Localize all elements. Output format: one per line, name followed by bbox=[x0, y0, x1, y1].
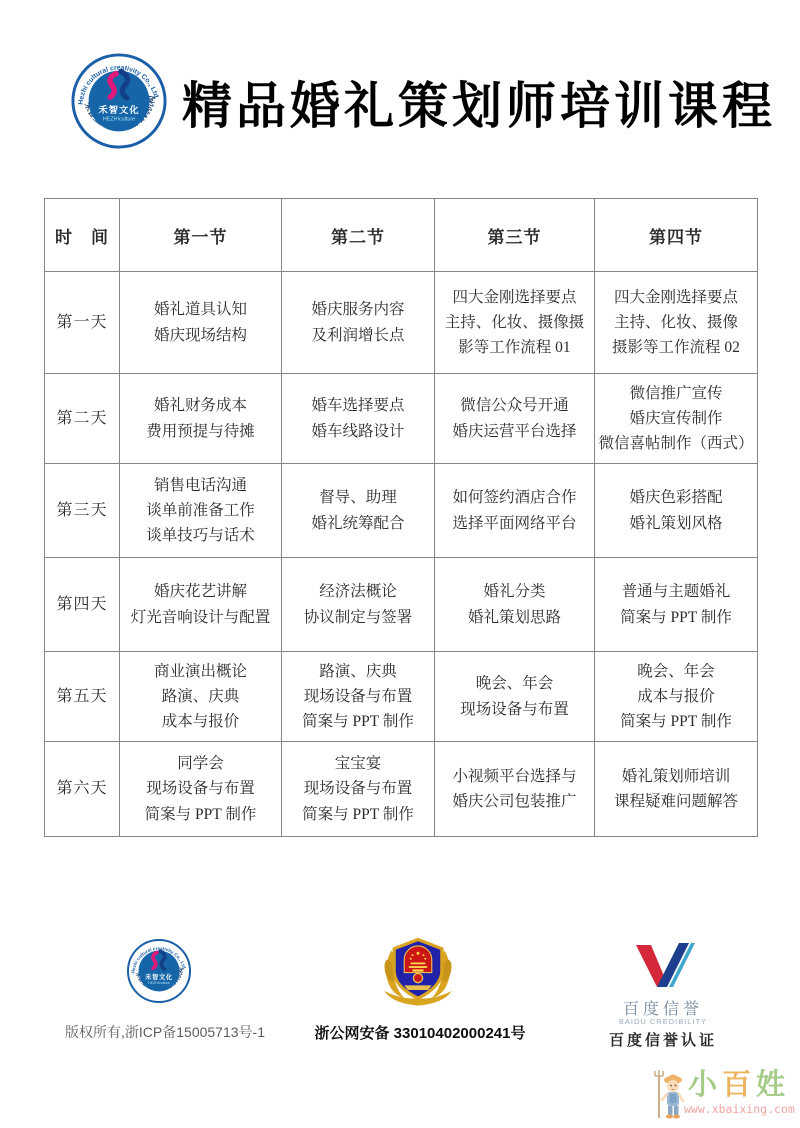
course-line: 婚礼统筹配合 bbox=[311, 514, 405, 532]
schedule-table bbox=[44, 198, 758, 837]
brand-char: 百 bbox=[722, 1069, 757, 1101]
day-label: 第一天 bbox=[45, 272, 120, 374]
course-cell bbox=[435, 374, 595, 464]
course-line: 婚庆公司包装推广 bbox=[452, 793, 577, 810]
course-cell bbox=[120, 742, 282, 837]
course-line: 路演、庆典 bbox=[319, 662, 397, 680]
course-cell bbox=[595, 558, 758, 652]
course-cell bbox=[435, 742, 595, 837]
course-line: 及利润增长点 bbox=[311, 326, 405, 344]
course-line: 婚庆现场结构 bbox=[153, 326, 247, 344]
day-label: 第四天 bbox=[45, 558, 120, 652]
course-cell bbox=[282, 464, 435, 558]
course-cell bbox=[282, 652, 435, 742]
course-line: 现场设备与布置 bbox=[460, 700, 569, 718]
course-line: 婚礼策划风格 bbox=[629, 514, 723, 532]
course-line: 谈单技巧与话术 bbox=[146, 527, 255, 545]
table-header-row bbox=[45, 199, 758, 272]
course-cell bbox=[595, 652, 758, 742]
table-row bbox=[45, 374, 758, 464]
course-line: 主持、化妆、摄像 bbox=[613, 313, 738, 331]
farmer-mascot-icon bbox=[654, 1068, 688, 1120]
course-line: 主持、化妆、摄像摄 bbox=[444, 313, 585, 331]
column-header: 第二节 bbox=[282, 199, 435, 272]
course-line: 简案与 PPT 制作 bbox=[620, 608, 732, 626]
column-header: 时 间 bbox=[45, 199, 120, 272]
hezhi-culture-logo bbox=[70, 52, 168, 150]
course-line: 影等工作流程 01 bbox=[458, 339, 571, 357]
hezhi-culture-logo-small bbox=[126, 938, 192, 1004]
course-cell bbox=[120, 652, 282, 742]
course-line: 婚庆花艺讲解 bbox=[153, 583, 247, 601]
column-header: 第一节 bbox=[120, 199, 282, 272]
course-cell bbox=[435, 272, 595, 374]
course-line: 督导、助理 bbox=[319, 489, 397, 507]
course-cell bbox=[120, 464, 282, 558]
course-line: 婚车线路设计 bbox=[311, 422, 405, 440]
table-row bbox=[45, 464, 758, 558]
course-line: 路演、庆典 bbox=[161, 687, 240, 705]
baidu-cert-text: 百度信誉认证 bbox=[608, 1032, 717, 1049]
course-cell bbox=[595, 374, 758, 464]
table-row bbox=[45, 272, 758, 374]
course-line: 成本与报价 bbox=[637, 687, 715, 705]
course-line: 课程疑难问题解答 bbox=[613, 793, 738, 810]
course-line: 婚礼道具认知 bbox=[153, 301, 247, 319]
course-cell bbox=[595, 272, 758, 374]
table-row bbox=[45, 742, 758, 837]
police-registration-text: 浙公网安备 33010402000241号 bbox=[314, 1025, 526, 1042]
course-line: 费用预提与待摊 bbox=[146, 422, 255, 440]
course-line: 商业演出概论 bbox=[153, 662, 247, 680]
course-line: 婚庆运营平台选择 bbox=[452, 422, 577, 440]
day-label: 第三天 bbox=[45, 464, 120, 558]
course-line: 选择平面网络平台 bbox=[452, 514, 577, 532]
course-line: 现场设备与布置 bbox=[146, 780, 255, 798]
table-row bbox=[45, 558, 758, 652]
course-cell bbox=[435, 652, 595, 742]
day-label: 第二天 bbox=[45, 374, 120, 464]
course-cell bbox=[120, 272, 282, 374]
day-label: 第五天 bbox=[45, 652, 120, 742]
page-title: 精品婚礼策划师培训课程 bbox=[182, 78, 776, 134]
course-line: 宝宝宴 bbox=[334, 755, 382, 773]
course-line: 简案与 PPT 制作 bbox=[620, 713, 732, 731]
baidu-credibility-cn: 百度信誉 bbox=[622, 1001, 703, 1018]
course-line: 婚礼策划思路 bbox=[467, 608, 561, 626]
course-line: 协议制定与签署 bbox=[303, 608, 413, 626]
police-badge-icon bbox=[376, 934, 460, 1012]
course-line: 婚礼分类 bbox=[483, 583, 546, 601]
course-cell bbox=[435, 464, 595, 558]
baidu-credibility-en: BAIDU CREDIBILITY bbox=[618, 1017, 708, 1026]
course-line: 四大金刚选择要点 bbox=[613, 288, 738, 306]
course-line: 小视频平台选择与 bbox=[452, 767, 577, 785]
course-line: 婚庆色彩搭配 bbox=[629, 489, 723, 507]
baidu-credibility-icon bbox=[630, 938, 696, 994]
course-line: 如何签约酒店合作 bbox=[452, 489, 577, 507]
course-cell bbox=[595, 742, 758, 837]
course-line: 婚车选择要点 bbox=[311, 397, 405, 415]
course-line: 摄影等工作流程 02 bbox=[612, 339, 740, 357]
xbaixing-watermark bbox=[652, 1066, 800, 1124]
brand-char: 小 bbox=[688, 1069, 723, 1101]
column-header: 第三节 bbox=[435, 199, 595, 272]
brand-char: 姓 bbox=[756, 1069, 791, 1101]
icp-copyright-text: 版权所有,浙ICP备15005713号-1 bbox=[65, 1024, 265, 1040]
course-line: 销售电话沟通 bbox=[153, 476, 247, 494]
course-line: 四大金刚选择要点 bbox=[452, 288, 577, 306]
course-cell bbox=[120, 558, 282, 652]
course-line: 微信公众号开通 bbox=[460, 397, 569, 415]
course-line: 同学会 bbox=[177, 755, 224, 773]
column-header: 第四节 bbox=[595, 199, 758, 272]
course-line: 简案与 PPT 制作 bbox=[302, 805, 414, 823]
course-line: 灯光音响设计与配置 bbox=[130, 608, 271, 626]
course-cell bbox=[595, 464, 758, 558]
course-line: 婚礼策划师培训 bbox=[621, 767, 731, 785]
course-line: 谈单前准备工作 bbox=[146, 501, 255, 519]
course-line: 简案与 PPT 制作 bbox=[144, 805, 257, 823]
watermark-brand-text bbox=[688, 1068, 790, 1102]
course-line: 经济法概论 bbox=[319, 583, 397, 601]
course-cell bbox=[282, 374, 435, 464]
day-label: 第六天 bbox=[45, 742, 120, 837]
course-cell bbox=[435, 558, 595, 652]
course-line: 现场设备与布置 bbox=[303, 780, 413, 798]
course-line: 晚会、年会 bbox=[475, 675, 554, 693]
table-row bbox=[45, 652, 758, 742]
course-line: 微信喜帖制作（西式） bbox=[598, 435, 754, 453]
course-line: 婚庆服务内容 bbox=[311, 301, 405, 319]
course-line: 微信推广宣传 bbox=[629, 384, 723, 402]
course-line: 成本与报价 bbox=[161, 713, 240, 731]
course-line: 现场设备与布置 bbox=[303, 687, 413, 705]
course-line: 婚礼财务成本 bbox=[153, 397, 247, 415]
course-line: 普通与主题婚礼 bbox=[621, 583, 731, 601]
course-cell bbox=[282, 272, 435, 374]
course-cell bbox=[282, 558, 435, 652]
course-line: 简案与 PPT 制作 bbox=[302, 713, 414, 731]
watermark-url-text: www.xbaixing.com bbox=[684, 1102, 795, 1116]
course-line: 晚会、年会 bbox=[637, 662, 715, 680]
course-cell bbox=[282, 742, 435, 837]
course-cell bbox=[120, 374, 282, 464]
course-line: 婚庆宣传制作 bbox=[629, 409, 723, 427]
